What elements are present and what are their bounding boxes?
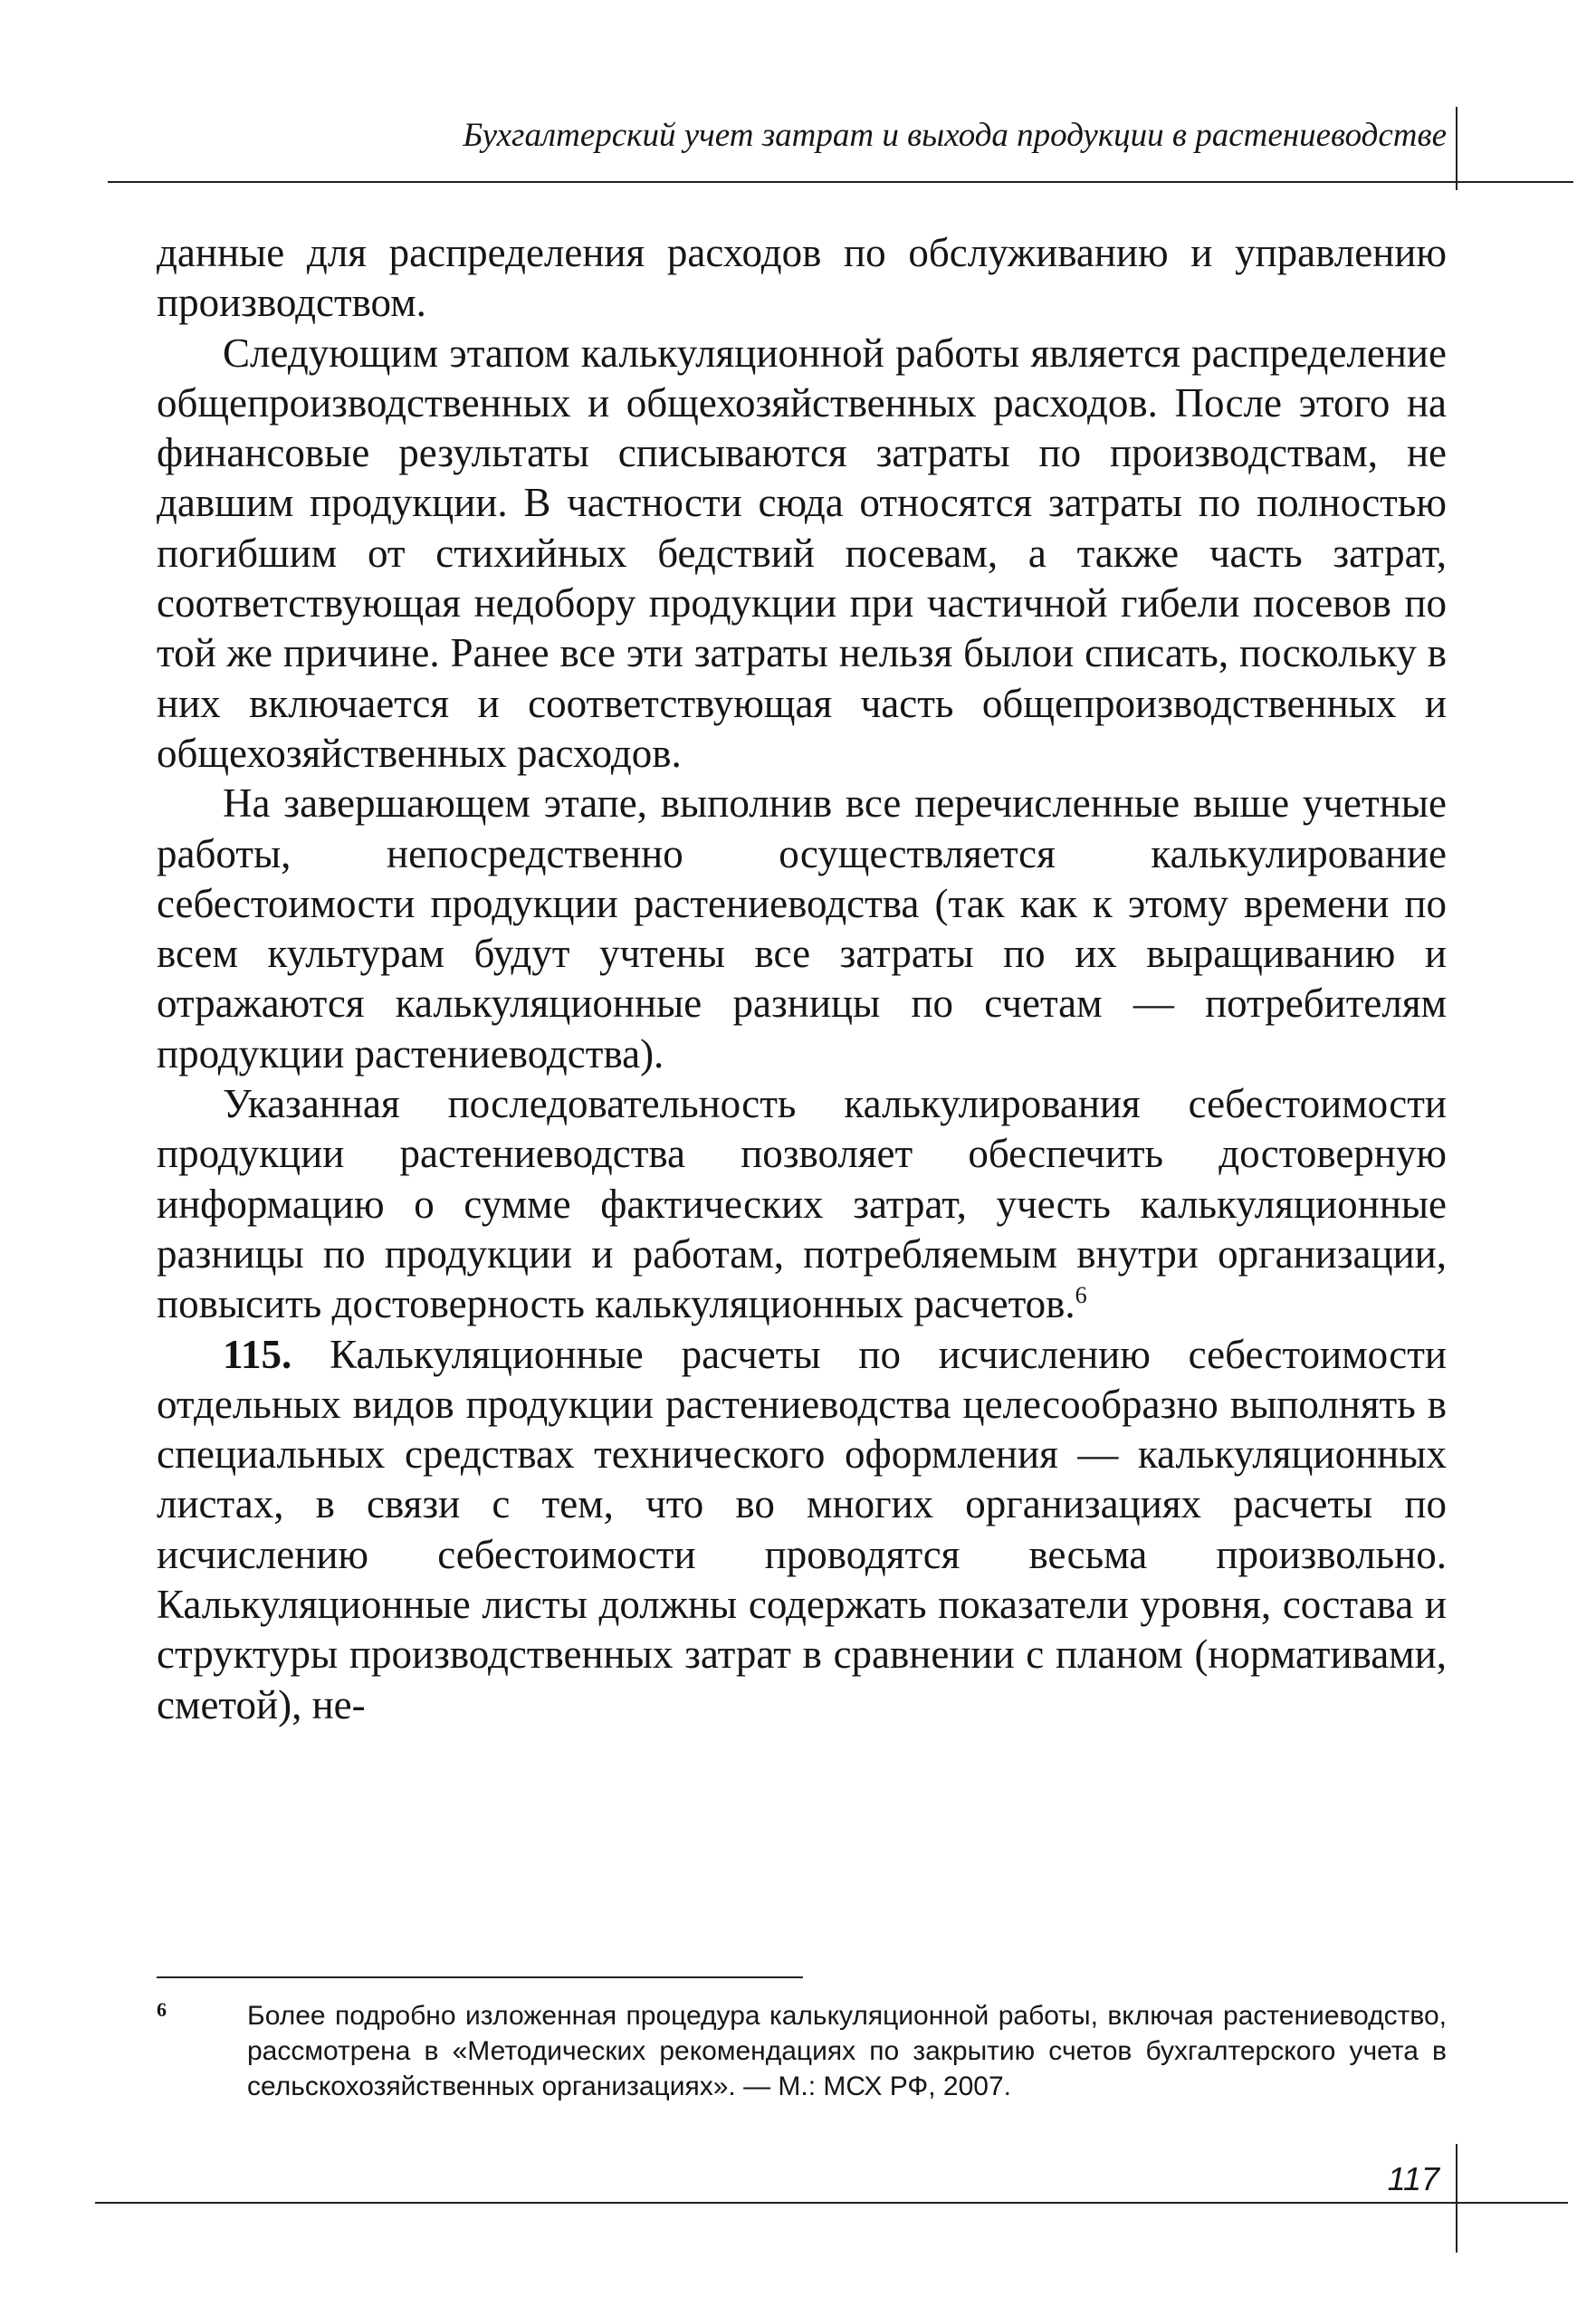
page-number: 117 xyxy=(1387,2160,1439,2197)
paragraph: На завершающем этапе, выполнив все перечисленные выше учетные работы, непосредственно осуществляется калькулирование себестоимости продукции растениеводства (так как к этому времени по всем культурам будут учтены все затраты по их выращиванию и отражаются калькуляционные разницы по счетам — потребителям продукции растениеводства). xyxy=(157,780,1447,1076)
header-rule xyxy=(108,181,1573,183)
footnote-rule xyxy=(157,1976,803,1978)
footnote-text: Более подробно изложенная процедура калькуляционной работы, включая растениеводство, рассмотрена в «Методических рекомендациях по закрытию счетов бухгалтерского учета в сельскохозяйственных организациях». — М.: МСХ РФ, 2007. xyxy=(247,2001,1447,2101)
footer-vertical-rule xyxy=(1456,2144,1457,2253)
footnote-reference[interactable]: 6 xyxy=(1075,1282,1087,1309)
numbered-paragraph xyxy=(157,1330,1447,1730)
running-header: Бухгалтерский учет затрат и выхода продукции в растениеводстве xyxy=(463,117,1447,154)
paragraph-text: Калькуляционные расчеты по исчислению себестоимости отдельных видов продукции растениеводства целесообразно выполнять в специальных средствах технического оформления — калькуляционных листах, в связи с тем, что во многих организациях расчеты по исчислению себестоимости проводятся весьма произвольно. Калькуляционные листы должны содержать показатели уровня, состава и структуры производственных затрат в сравнении с планом (нормативами, сметой), не- xyxy=(157,1331,1447,1727)
paragraph-number: 115. xyxy=(223,1331,292,1377)
paragraph xyxy=(157,1079,1447,1329)
paragraph: Следующим этапом калькуляционной работы является распределение общепроизводственных и общехозяйственных расходов. После этого на финансовые результаты списываются затраты по производствам, не давшим продукции. В частности сюда относятся затраты по полностью погибшим от стихийных бедствий посевам, а также часть затрат, соответствующая недобору продукции при частичной гибели посевов по той же причине. Ранее все эти затраты нельзя былои списать, поскольку в них включается и соответствующая часть общепроизводственных и общехозяйственных расходов. xyxy=(157,330,1447,776)
body-text xyxy=(157,228,1447,1730)
footnote xyxy=(157,1998,1447,2104)
footnote-mark: 6 xyxy=(157,1998,167,2021)
header-vertical-rule xyxy=(1456,107,1457,190)
paragraph-continuation: данные для распределения расходов по обслуживанию и управлению производством. xyxy=(157,230,1447,326)
paragraph-text: Указанная последовательность калькулирования себестоимости продукции растениеводства позволяет обеспечить достоверную информацию о сумме фактических затрат, учесть калькуляционные разницы по продукции и работам, потребляемым внутри организации, повысить достоверность калькуляционных расчетов. xyxy=(157,1081,1447,1327)
footer-rule xyxy=(95,2202,1568,2204)
